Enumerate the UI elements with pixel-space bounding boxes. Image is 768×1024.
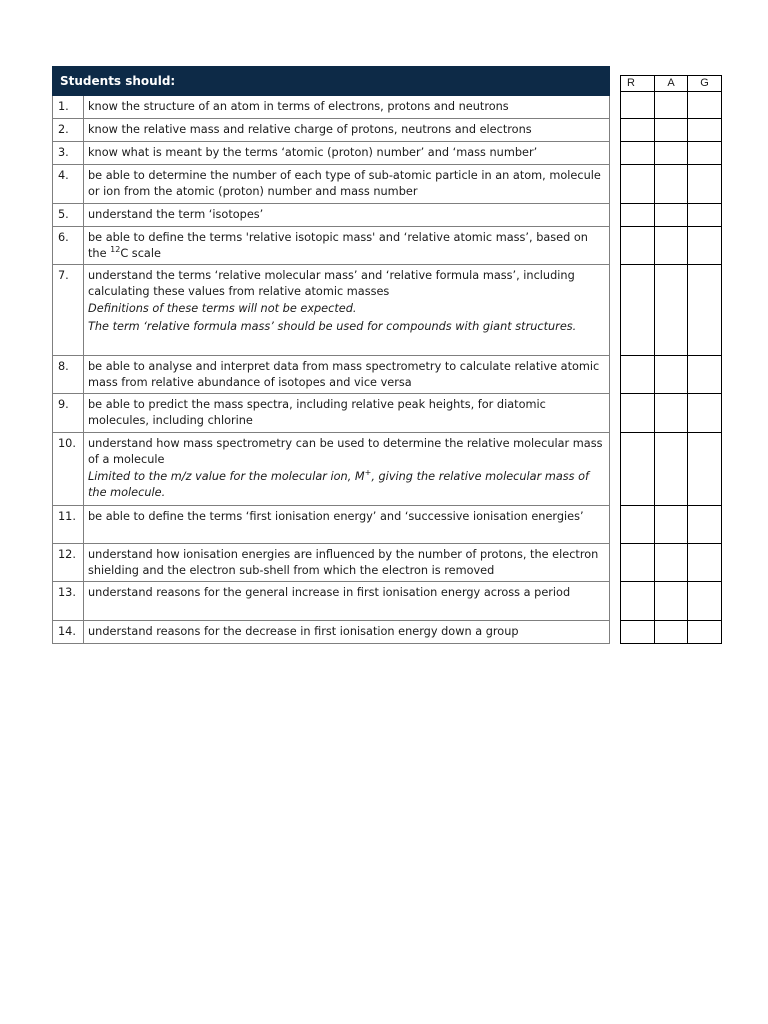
- table-row: [53, 506, 610, 544]
- item-number: 4.: [53, 165, 84, 204]
- table-row: [53, 204, 610, 227]
- table-row: [53, 356, 610, 394]
- table-header-title: Students should:: [53, 67, 610, 96]
- rag-row: [621, 433, 722, 506]
- item-note: The term ‘relative formula mass’ should be used for compounds with giant structures.: [88, 319, 577, 333]
- rag-row: [621, 394, 722, 433]
- item-number: 11.: [53, 506, 84, 544]
- item-text: understand the term ‘isotopes’: [84, 204, 610, 227]
- rag-row: [621, 165, 722, 204]
- item-text-cell: [84, 265, 610, 356]
- rag-row: [621, 204, 722, 227]
- item-text: know the structure of an atom in terms of electrons, protons and neutrons: [84, 96, 610, 119]
- rag-cell-a[interactable]: [655, 394, 688, 433]
- rag-cell-a[interactable]: [655, 204, 688, 227]
- rag-cell-g[interactable]: [688, 92, 722, 119]
- rag-row: [621, 621, 722, 644]
- table-header-row: [53, 67, 610, 96]
- table-row: [53, 265, 610, 356]
- item-note: [88, 469, 605, 500]
- rag-cell-g[interactable]: [688, 394, 722, 433]
- rag-cell-g[interactable]: [688, 506, 722, 544]
- rag-cell-a[interactable]: [655, 544, 688, 582]
- rag-cell-r[interactable]: [621, 92, 655, 119]
- item-text-cell: [84, 433, 610, 506]
- item-text: [84, 227, 610, 265]
- rag-cell-a[interactable]: [655, 92, 688, 119]
- item-text: be able to determine the number of each type of sub-atomic particle in an atom, molecule or ion from the atomic (proton) number and mass number: [84, 165, 610, 204]
- item-number: 7.: [53, 265, 84, 356]
- rag-header-row: [621, 76, 722, 92]
- rag-cell-r[interactable]: [621, 265, 655, 356]
- rag-cell-r[interactable]: [621, 621, 655, 644]
- item-number: 3.: [53, 142, 84, 165]
- rag-cell-r[interactable]: [621, 394, 655, 433]
- rag-row: [621, 582, 722, 621]
- rag-cell-a[interactable]: [655, 356, 688, 394]
- table-row: [53, 582, 610, 621]
- rag-cell-r[interactable]: [621, 356, 655, 394]
- superscript: 12: [110, 244, 121, 254]
- item-number: 13.: [53, 582, 84, 621]
- item-note-part: , giving the relative molecular mass of the molecule.: [88, 470, 589, 499]
- rag-cell-r[interactable]: [621, 227, 655, 265]
- table-row: [53, 165, 610, 204]
- item-number: 6.: [53, 227, 84, 265]
- item-text: know what is meant by the terms ‘atomic (proton) number’ and ‘mass number’: [84, 142, 610, 165]
- table-row: [53, 96, 610, 119]
- item-number: 1.: [53, 96, 84, 119]
- rag-header-g: G: [688, 76, 722, 92]
- rag-row: [621, 356, 722, 394]
- rag-cell-g[interactable]: [688, 621, 722, 644]
- rag-header-r: R: [621, 76, 655, 92]
- rag-cell-g[interactable]: [688, 265, 722, 356]
- rag-cell-r[interactable]: [621, 582, 655, 621]
- item-text: be able to define the terms ‘first ionisation energy’ and ‘successive ionisation energies’: [84, 506, 610, 544]
- rag-cell-a[interactable]: [655, 142, 688, 165]
- rag-row: [621, 506, 722, 544]
- rag-header-a: A: [655, 76, 688, 92]
- item-text: understand the terms ‘relative molecular mass’ and ‘relative formula mass’, including calculating these values from relative atomic masses: [88, 269, 575, 298]
- rag-row: [621, 92, 722, 119]
- item-number: 8.: [53, 356, 84, 394]
- item-number: 2.: [53, 119, 84, 142]
- rag-cell-g[interactable]: [688, 433, 722, 506]
- rag-row: [621, 142, 722, 165]
- rag-cell-r[interactable]: [621, 165, 655, 204]
- rag-cell-a[interactable]: [655, 165, 688, 204]
- rag-cell-r[interactable]: [621, 506, 655, 544]
- rag-cell-a[interactable]: [655, 227, 688, 265]
- table-row: [53, 142, 610, 165]
- spec-table: [52, 66, 610, 644]
- rag-row: [621, 227, 722, 265]
- table-row: [53, 119, 610, 142]
- item-number: 9.: [53, 394, 84, 433]
- rag-cell-g[interactable]: [688, 142, 722, 165]
- rag-cell-g[interactable]: [688, 227, 722, 265]
- rag-cell-g[interactable]: [688, 165, 722, 204]
- item-text-part: be able to define the terms 'relative isotopic mass' and ‘relative atomic mass’, based on the: [88, 231, 588, 260]
- item-number: 14.: [53, 621, 84, 644]
- item-text: be able to analyse and interpret data from mass spectrometry to calculate relative atomic mass from relative abundance of isotopes and vice versa: [84, 356, 610, 394]
- item-text: understand how mass spectrometry can be used to determine the relative molecular mass of a molecule: [88, 437, 603, 466]
- item-text-part: C scale: [120, 246, 161, 260]
- table-row: [53, 227, 610, 265]
- rag-cell-r[interactable]: [621, 433, 655, 506]
- item-text: understand reasons for the general increase in first ionisation energy across a period: [84, 582, 610, 621]
- rag-cell-a[interactable]: [655, 119, 688, 142]
- rag-cell-g[interactable]: [688, 119, 722, 142]
- rag-cell-g[interactable]: [688, 356, 722, 394]
- item-number: 10.: [53, 433, 84, 506]
- rag-cell-a[interactable]: [655, 506, 688, 544]
- table-row: [53, 621, 610, 644]
- item-text: know the relative mass and relative charge of protons, neutrons and electrons: [84, 119, 610, 142]
- rag-cell-a[interactable]: [655, 433, 688, 506]
- rag-cell-g[interactable]: [688, 204, 722, 227]
- rag-row: [621, 544, 722, 582]
- superscript: +: [364, 468, 372, 478]
- rag-table: [620, 75, 722, 644]
- item-text: understand reasons for the decrease in first ionisation energy down a group: [84, 621, 610, 644]
- table-row: [53, 433, 610, 506]
- item-note: Definitions of these terms will not be expected.: [88, 302, 357, 315]
- rag-cell-a[interactable]: [655, 265, 688, 356]
- rag-cell-r[interactable]: [621, 119, 655, 142]
- item-text: understand how ionisation energies are influenced by the number of protons, the electron shielding and the electron sub-shell from which the electron is removed: [84, 544, 610, 582]
- table-row: [53, 544, 610, 582]
- item-number: 12.: [53, 544, 84, 582]
- rag-cell-a[interactable]: [655, 582, 688, 621]
- item-note-part: Limited to the m/z value for the molecular ion, M: [88, 470, 365, 483]
- table-row: [53, 394, 610, 433]
- rag-cell-r[interactable]: [621, 142, 655, 165]
- rag-row: [621, 265, 722, 356]
- rag-cell-r[interactable]: [621, 544, 655, 582]
- item-number: 5.: [53, 204, 84, 227]
- rag-cell-r[interactable]: [621, 204, 655, 227]
- rag-row: [621, 119, 722, 142]
- rag-cell-a[interactable]: [655, 621, 688, 644]
- item-text: be able to predict the mass spectra, including relative peak heights, for diatomic molecules, including chlorine: [84, 394, 610, 433]
- rag-cell-g[interactable]: [688, 544, 722, 582]
- rag-cell-g[interactable]: [688, 582, 722, 621]
